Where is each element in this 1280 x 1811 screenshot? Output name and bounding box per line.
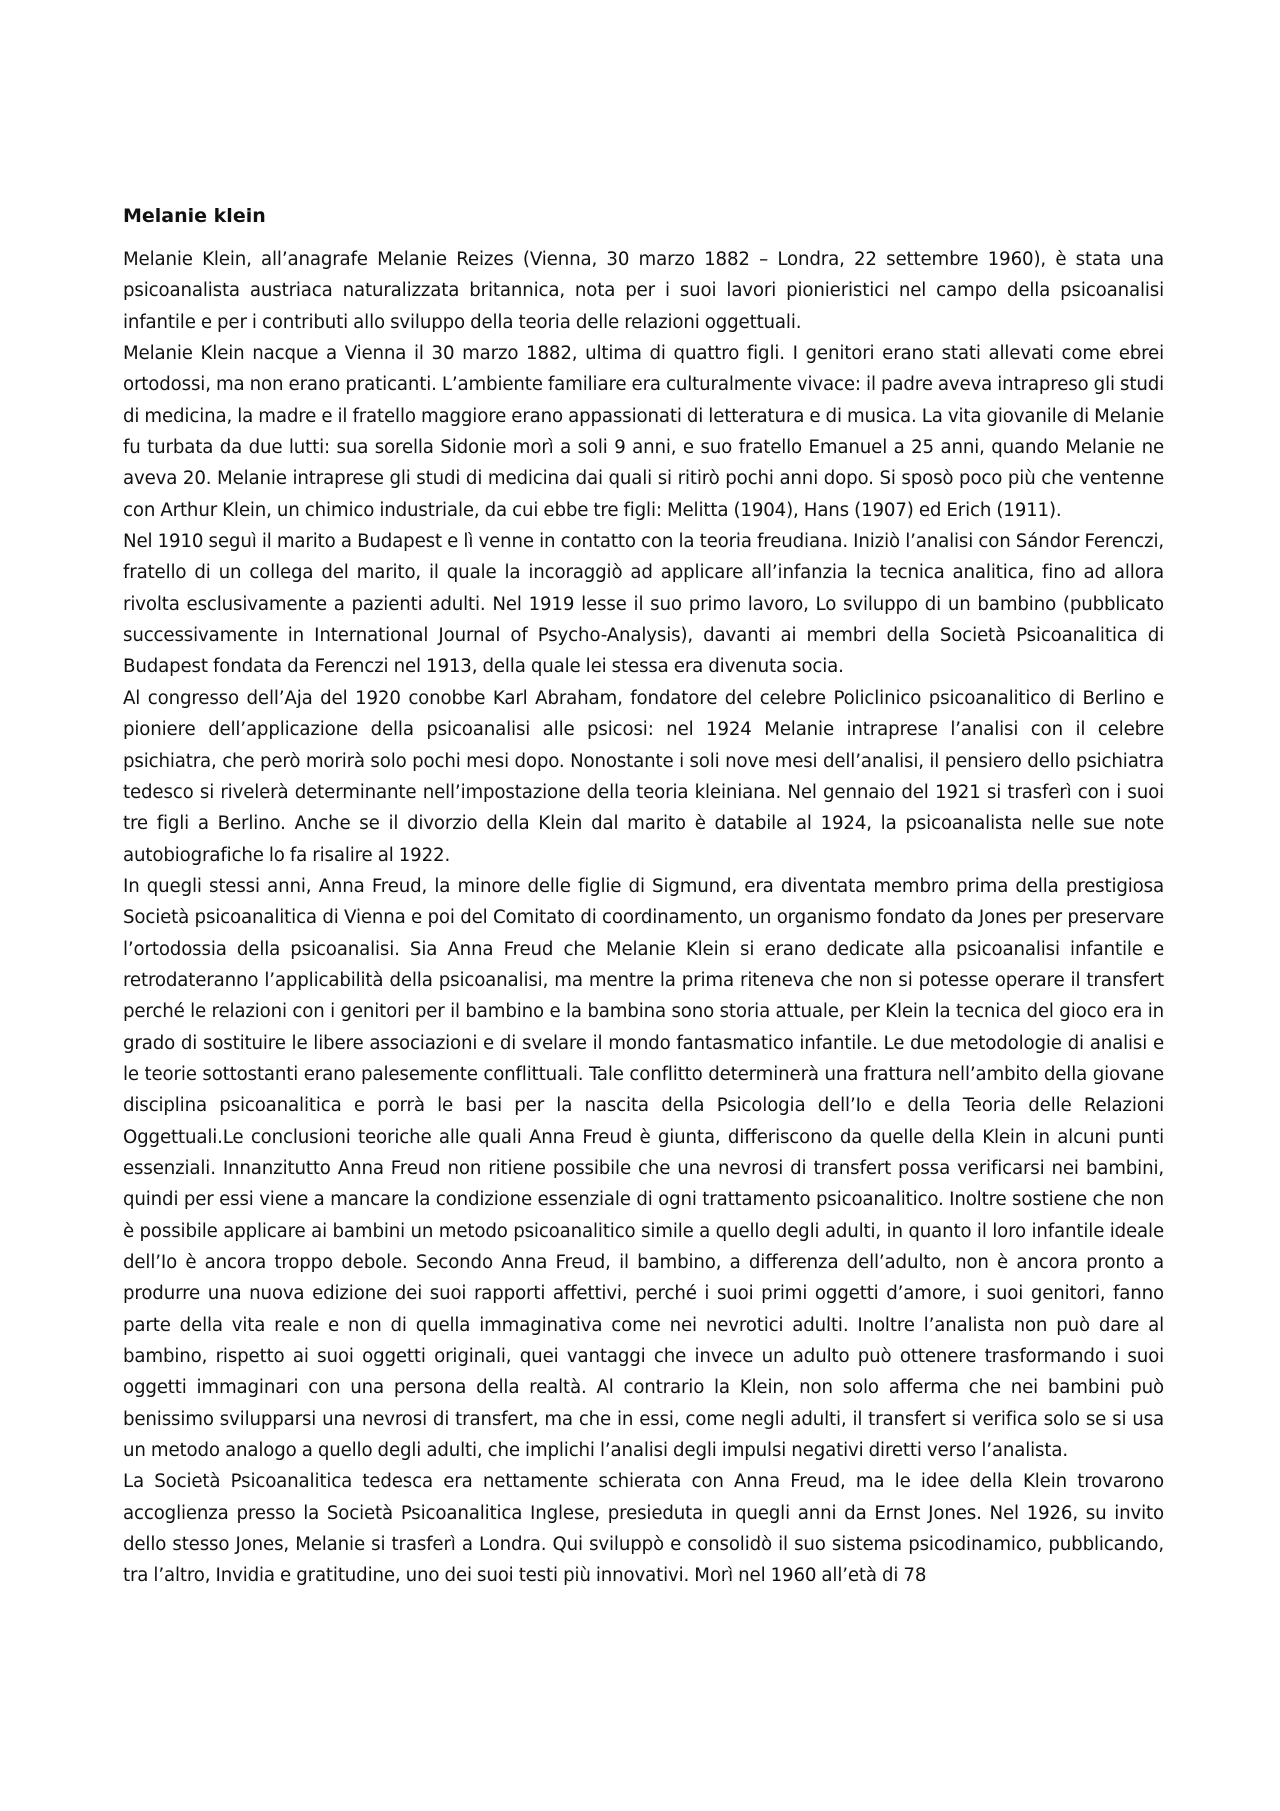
document-body <box>123 201 1164 1592</box>
paragraph-anna-freud: In quegli stessi anni, Anna Freud, la minore delle figlie di Sigmund, era diventata membro prima della prestigiosa Società psicoanalitica di Vienna e poi del Comitato di coordinamento, un organismo fondato da Jones per preservare l’ortodossia della psicoanalisi. Sia Anna Freud che Melanie Klein si erano dedicate alla psicoanalisi infantile e retrodateranno l’applicabilità della psicoanalisi, ma mentre la prima riteneva che non si potesse operare il transfert perché le relazioni con i genitori per il bambino e la bambina sono storia attuale, per Klein la tecnica del gioco era in grado di sostituire le libere associazioni e di svelare il mondo fantasmatico infantile. Le due metodologie di analisi e le teorie sottostanti erano palesemente conflittuali. Tale conflitto determinerà una frattura nell’ambito della giovane disciplina psicoanalitica e porrà le basi per la nascita della Psicologia dell’Io e della Teoria delle Relazioni Oggettuali.Le conclusioni teoriche alle quali Anna Freud è giunta, differiscono da quelle della Klein in alcuni punti essenziali. Innanzitutto Anna Freud non ritiene possibile che una nevrosi di transfert possa verificarsi nei bambini, quindi per essi viene a mancare la condizione essenziale di ogni trattamento psicoanalitico. Inoltre sostiene che non è possibile applicare ai bambini un metodo psicoanalitico simile a quello degli adulti, in quanto il loro infantile ideale dell’Io è ancora troppo debole. Secondo Anna Freud, il bambino, a differenza dell’adulto, non è ancora pronto a produrre una nuova edizione dei suoi rapporti affettivi, perché i suoi primi oggetti d’amore, i suoi genitori, fanno parte della vita reale e non di quella immaginativa come nei nevrotici adulti. Inoltre l’analista non può dare al bambino, rispetto ai suoi oggetti originali, quei vantaggi che invece un adulto può ottenere trasformando i suoi oggetti immaginari con una persona della realtà. Al contrario la Klein, non solo afferma che nei bambini può benissimo svilupparsi una nevrosi di transfert, ma che in essi, come negli adulti, il transfert si verifica solo se si usa un metodo analogo a quello degli adulti, che implichi l’analisi degli impulsi negativi diretti verso l’analista. <box>123 875 1164 1462</box>
paragraph-berlin: Al congresso dell’Aja del 1920 conobbe Karl Abraham, fondatore del celebre Policlinico psicoanalitico di Berlino e pioniere dell’applicazione della psicoanalisi alle psicosi: nel 1924 Melanie intraprese l’analisi con il celebre psichiatra, che però morirà solo pochi mesi dopo. Nonostante i soli nove mesi dell’analisi, il pensiero dello psichiatra tedesco si rivelerà determinante nell’impostazione della teoria kleiniana. Nel gennaio del 1921 si trasferì con i suoi tre figli a Berlino. Anche se il divorzio della Klein dal marito è databile al 1924, la psicoanalista nelle sue note autobiografiche lo fa risalire al 1922. <box>123 687 1164 866</box>
document-title: Melanie klein <box>123 205 266 227</box>
paragraph-early-life: Melanie Klein nacque a Vienna il 30 marzo 1882, ultima di quattro figli. I genitori erano stati allevati come ebrei ortodossi, ma non erano praticanti. L’ambiente familiare era culturalmente vivace: il padre aveva intrapreso gli studi di medicina, la madre e il fratello maggiore erano appassionati di letteratura e di musica. La vita giovanile di Melanie fu turbata da due lutti: sua sorella Sidonie morì a soli 9 anni, e suo fratello Emanuel a 25 anni, quando Melanie ne aveva 20. Melanie intraprese gli studi di medicina dai quali si ritirò pochi anni dopo. Si sposò poco più che ventenne con Arthur Klein, un chimico industriale, da cui ebbe tre figli: Melitta (1904), Hans (1907) ed Erich (1911). <box>123 343 1164 521</box>
paragraph-london: La Società Psicoanalitica tedesca era nettamente schierata con Anna Freud, ma le idee della Klein trovarono accoglienza presso la Società Psicoanalitica Inglese, presieduta in quegli anni da Ernst Jones. Nel 1926, su invito dello stesso Jones, Melanie si trasferì a Londra. Qui sviluppò e consolidò il suo sistema psicodinamico, pubblicando, tra l’altro, Invidia e gratitudine, uno dei suoi testi più innovativi. Morì nel 1960 all’età di 78 <box>123 1471 1164 1587</box>
paragraph-intro: Melanie Klein, all’anagrafe Melanie Reizes (Vienna, 30 marzo 1882 – Londra, 22 settembre 1960), è stata una psicoanalista austriaca naturalizzata britannica, nota per i suoi lavori pionieristici nel campo della psicoanalisi infantile e per i contributi allo sviluppo della teoria delle relazioni oggettuali. <box>123 249 1164 333</box>
paragraph-budapest: Nel 1910 seguì il marito a Budapest e lì venne in contatto con la teoria freudiana. Iniziò l’analisi con Sándor Ferenczi, fratello di un collega del marito, il quale la incoraggiò ad applicare all’infanzia la tecnica analitica, fino ad allora rivolta esclusivamente a pazienti adulti. Nel 1919 lesse il suo primo lavoro, Lo sviluppo di un bambino (pubblicato successivamente in International Journal of Psycho-Analysis), davanti ai membri della Società Psicoanalitica di Budapest fondata da Ferenczi nel 1913, della quale lei stessa era divenuta socia. <box>123 531 1164 678</box>
